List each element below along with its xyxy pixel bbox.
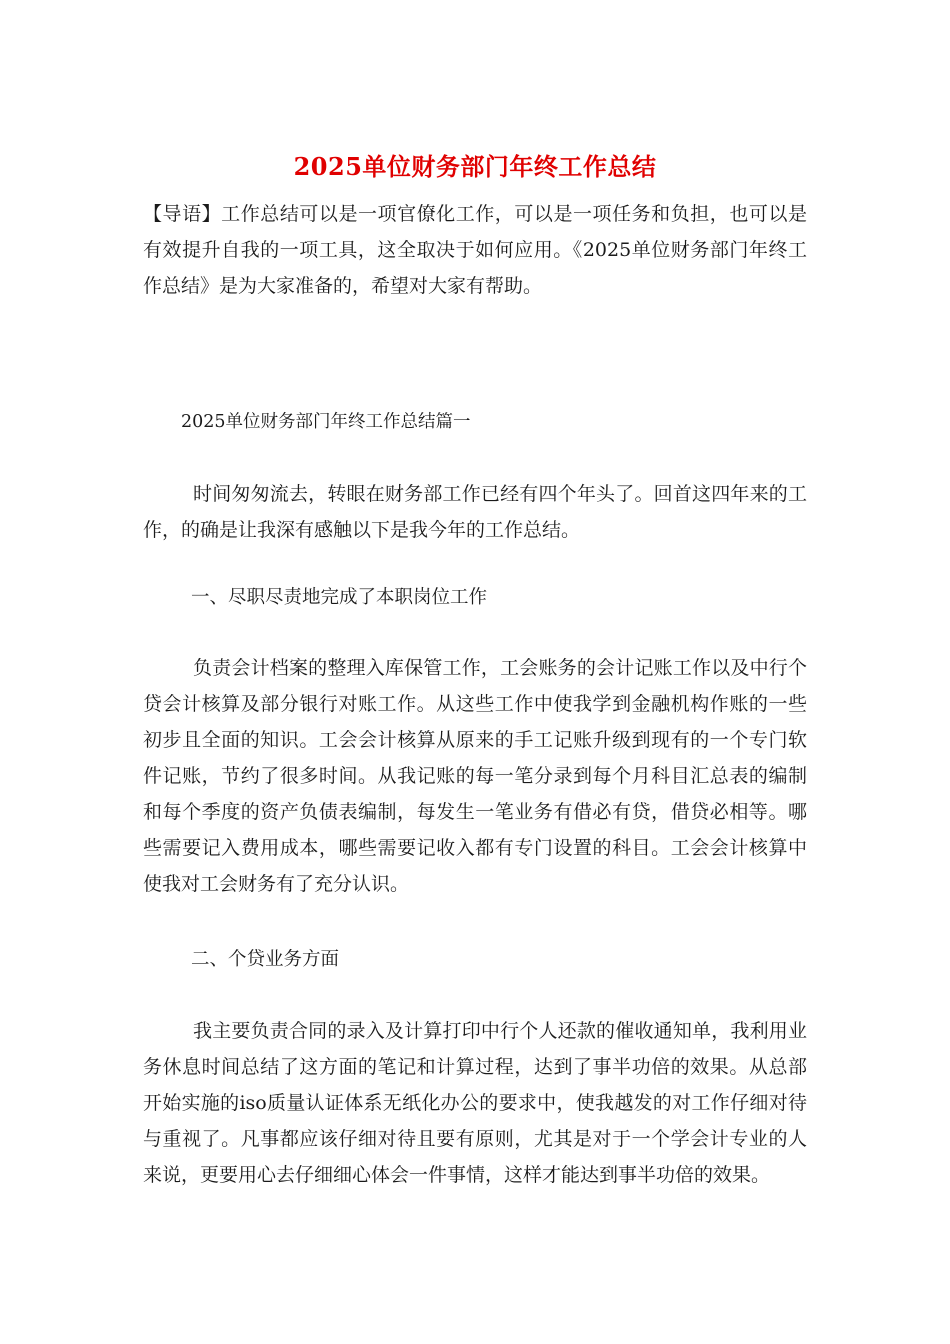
part-title: 2025单位财务部门年终工作总结篇一 — [181, 412, 471, 432]
document-title: 2025单位财务部门年终工作总结 — [293, 152, 657, 181]
paragraph-1: 时间匆匆流去，转眼在财务部工作已经有四个年头了。回首这四年来的工作，的确是让我深有感触以下是我今年的工作总结。 — [143, 483, 807, 541]
paragraph-3: 我主要负责合同的录入及计算打印中行个人还款的催收通知单，我利用业务休息时间总结了这方面的笔记和计算过程，达到了事半功倍的效果。从总部开始实施的iso质量认证体系无纸化办公的要求中，使我越发的对工作仔细对待与重视了。凡事都应该仔细对待且要有原则，尤其是对于一个学会计专业的人来说，更要用心去仔细细心体会一件事情，这样才能达到事半功倍的效果。 — [143, 1020, 807, 1186]
section-heading-2: 二、个贷业务方面 — [191, 949, 340, 970]
section-heading-1: 一、尽职尽责地完成了本职岗位工作 — [191, 587, 488, 608]
intro-paragraph: 【导语】工作总结可以是一项官僚化工作，可以是一项任务和负担，也可以是有效提升自我的一项工具，这全取决于如何应用。《2025单位财务部门年终工作总结》是为大家准备的，希望对大家有帮助。 — [143, 203, 807, 297]
paragraph-2: 负责会计档案的整理入库保管工作，工会账务的会计记账工作以及中行个贷会计核算及部分银行对账工作。从这些工作中使我学到金融机构作账的一些初步且全面的知识。工会会计核算从原来的手工记账升级到现有的一个专门软件记账，节约了很多时间。从我记账的每一笔分录到每个月科目汇总表的编制和每个季度的资产负债表编制，每发生一笔业务有借必有贷，借贷必相等。哪些需要记入费用成本，哪些需要记收入都有专门设置的科目。工会会计核算中使我对工会财务有了充分认识。 — [143, 657, 807, 895]
